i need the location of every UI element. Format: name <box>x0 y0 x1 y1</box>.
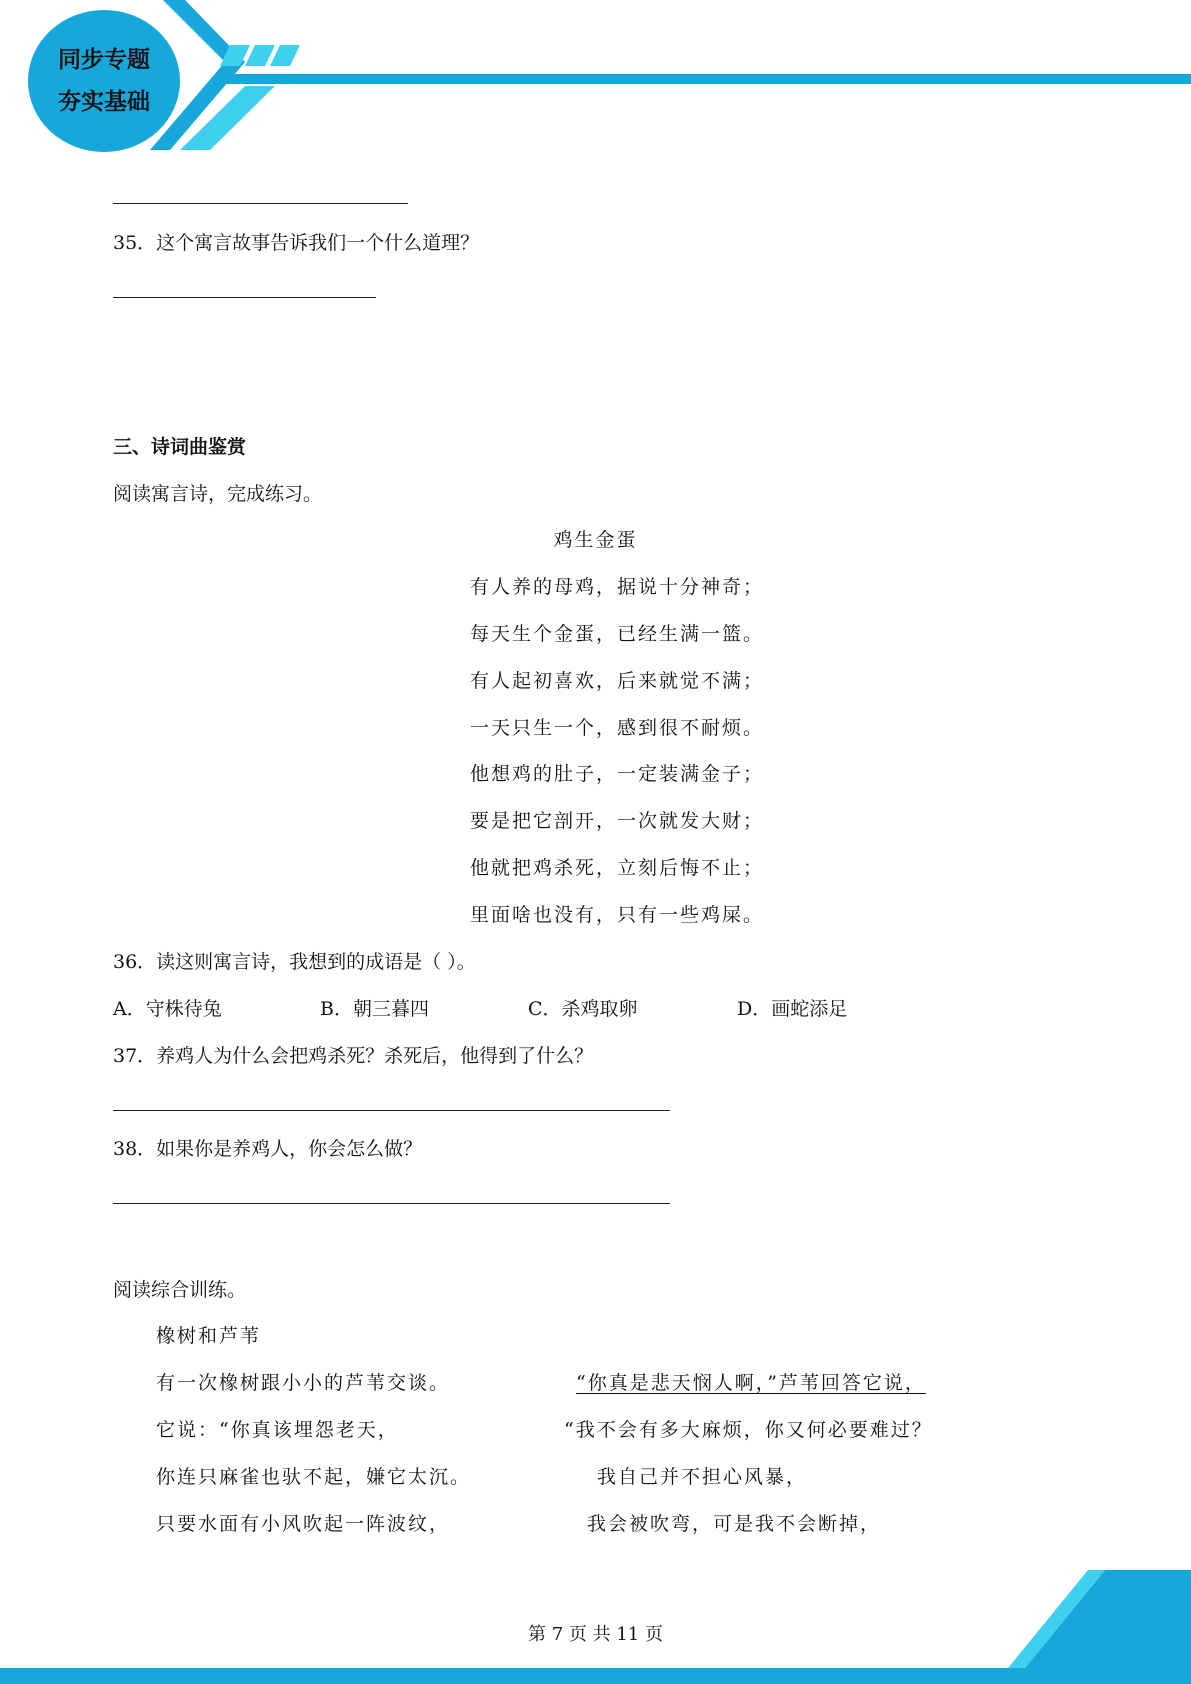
section-title: 三、诗词曲鉴赏 <box>113 436 247 458</box>
poem-line: 有人起初喜欢，后来就觉不满； <box>470 670 765 692</box>
question-37: 37．养鸡人为什么会把鸡杀死？杀死后，他得到了什么？ <box>113 1045 594 1067</box>
answer-line <box>113 297 376 298</box>
reading-left-line: 只要水面有小风吹起一阵波纹， <box>156 1513 451 1535</box>
option-b[interactable]: B．朝三暮四 <box>320 998 429 1020</box>
reading-right-line: “你真是悲天悯人啊，”芦苇回答它说， <box>576 1372 926 1394</box>
badge-line2: 夯实基础 <box>58 89 150 115</box>
reading-right-line: “我不会有多大麻烦，你又何必要难过？ <box>564 1419 933 1441</box>
reading-left-line: 它说：“你真该埋怨老天， <box>156 1419 399 1441</box>
option-c[interactable]: C．杀鸡取卵 <box>528 998 638 1020</box>
reading-left-line: 有一次橡树跟小小的芦苇交谈。 <box>156 1372 451 1394</box>
reading-right-line: 我自己并不担心风暴， <box>597 1466 808 1488</box>
reading-instruction: 阅读综合训练。 <box>113 1279 247 1301</box>
question-35: 35．这个寓言故事告诉我们一个什么道理？ <box>113 232 480 254</box>
page-number: 第 7 页 共 11 页 <box>528 1624 663 1645</box>
option-d[interactable]: D．画蛇添足 <box>737 998 848 1020</box>
poem-line: 每天生个金蛋，已经生满一篮。 <box>470 623 765 645</box>
reading-title: 橡树和芦苇 <box>156 1325 262 1347</box>
poem-line: 一天只生一个，感到很不耐烦。 <box>470 717 765 739</box>
badge-line1: 同步专题 <box>58 47 150 73</box>
poem-title: 鸡生金蛋 <box>553 529 638 551</box>
question-36: 36．读这则寓言诗，我想到的成语是（ ）。 <box>113 951 476 973</box>
poem-line: 里面啥也没有，只有一些鸡屎。 <box>470 904 765 926</box>
reading-left-line: 你连只麻雀也驮不起，嫌它太沉。 <box>156 1466 472 1488</box>
answer-line <box>113 1110 670 1111</box>
poem-line: 要是把它剖开，一次就发大财； <box>470 810 765 832</box>
poem-line: 他想鸡的肚子，一定装满金子； <box>470 763 765 785</box>
section-instruction: 阅读寓言诗，完成练习。 <box>113 483 323 505</box>
reading-right-line: 我会被吹弯，可是我不会断掉， <box>587 1513 882 1535</box>
option-a[interactable]: A．守株待兔 <box>113 998 222 1020</box>
header-badge <box>28 10 180 152</box>
question-38: 38．如果你是养鸡人，你会怎么做？ <box>113 1138 423 1160</box>
poem-line: 他就把鸡杀死，立刻后悔不止； <box>470 857 765 879</box>
poem-line: 有人养的母鸡，据说十分神奇； <box>470 576 765 598</box>
answer-line <box>113 1203 670 1204</box>
answer-line <box>113 203 408 204</box>
